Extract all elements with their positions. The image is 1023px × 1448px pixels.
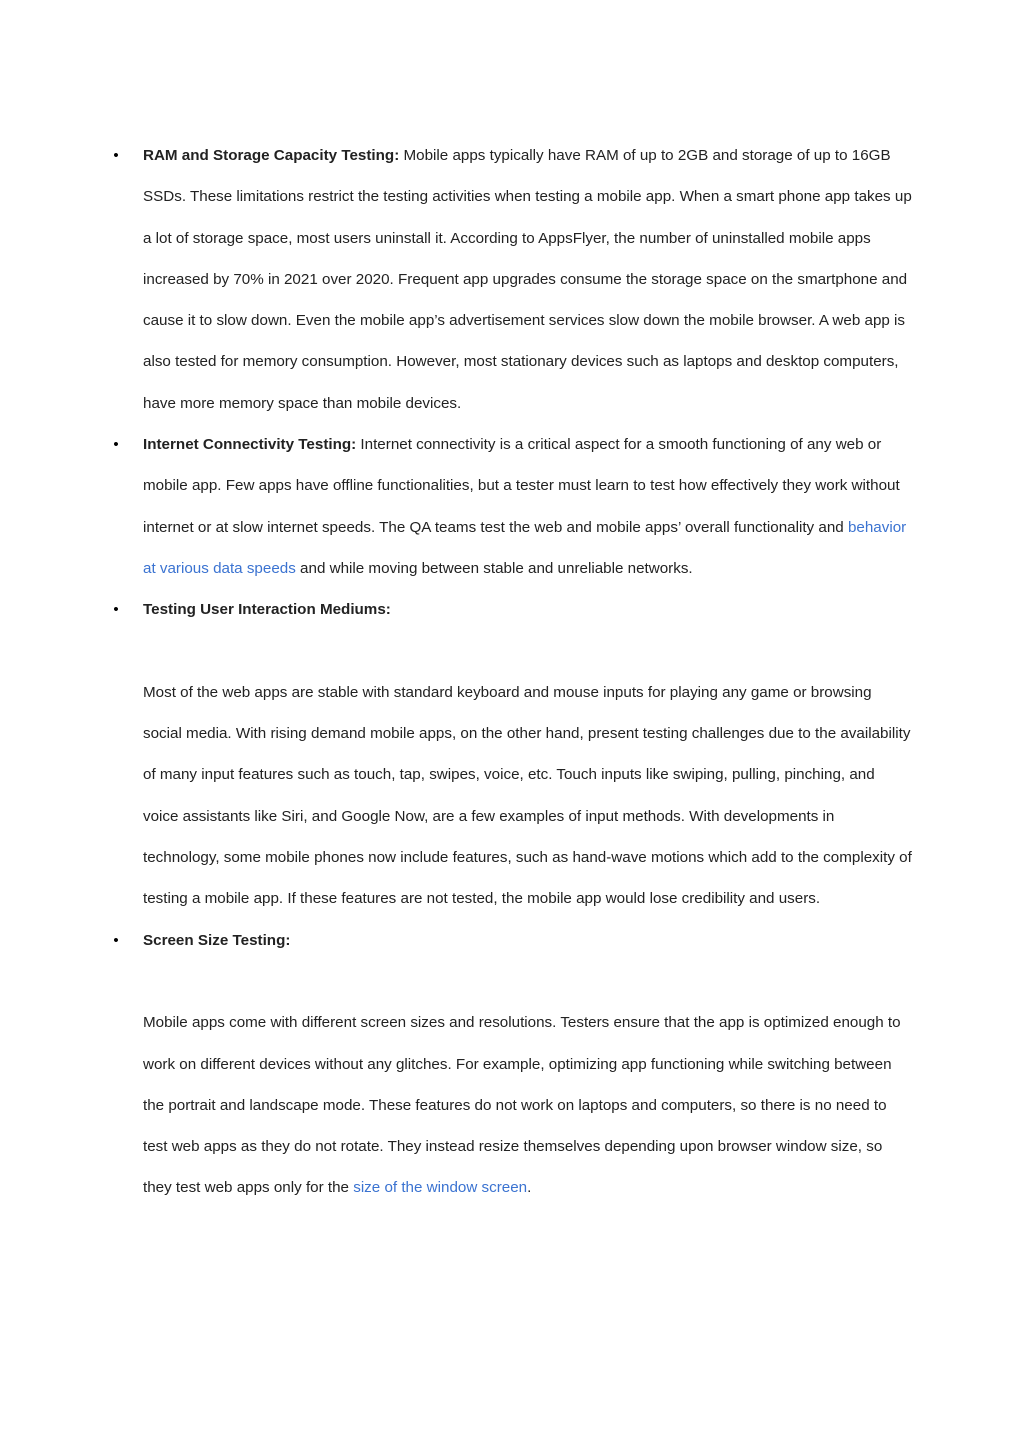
user-interaction-paragraph: Most of the web apps are stable with standard keyboard and mouse inputs for playing any game or browsing social media. With rising demand mobile apps, on the other hand, present testing challenges due to the availability of many input features such as touch, tap, swipes, voice, etc. Touch inputs like swiping, pulling, pinching, and voice assistants like Siri, and Google Now, are a few examples of input methods. With developments in technology, some mobile phones now include features, such as hand-wave motions which add to the complexity of testing a mobile app. If these features are not tested, the mobile app would lose credibility and users.: [143, 683, 912, 908]
bullet-marker: •: [113, 601, 119, 619]
bullet-internet-connectivity: [113, 424, 913, 589]
ram-storage-heading: RAM and Storage Capacity Testing:: [143, 147, 400, 164]
paragraph-spacer: [143, 631, 913, 672]
bullet-marker: •: [113, 147, 119, 164]
screen-size-paragraph: [143, 1002, 913, 1208]
window-screen-link[interactable]: size of the window screen: [353, 1179, 528, 1197]
bullet-ram-storage: [113, 135, 913, 424]
user-interaction-heading: Testing User Interaction Mediums:: [143, 601, 391, 619]
ram-storage-body: Mobile apps typically have RAM of up to 2GB and storage of up to 16GB SSDs. These limitations restrict the testing activities when testing a mobile app. When a smart phone app takes up a lot of storage space, most users uninstall it. According to AppsFlyer, the number of uninstalled mobile apps increased by 70% in 2021 over 2020. Frequent app upgrades consume the storage space on the smartphone and cause it to slow down. Even the mobile app’s advertisement services slow down the mobile browser. A web app is also tested for memory consumption. However, most stationary devices such as laptops and desktop computers, have more memory space than mobile devices.: [143, 147, 912, 412]
document-content: [113, 135, 913, 1209]
screen-size-paragraph-text: Mobile apps come with different screen sizes and resolutions. Testers ensure that the app is optimized enough to work on different devices without any glitches. For example, optimizing app functioning while switching between the portrait and landscape mode. These features do not work on laptops and computers, so there is no need to test web apps as they do not rotate. They instead resize themselves depending upon browser window size, so they test web apps only for the: [143, 1014, 901, 1197]
screen-size-heading: Screen Size Testing:: [143, 931, 291, 949]
bullet-marker: •: [113, 436, 119, 454]
data-speeds-link[interactable]: behavior at various data speeds: [143, 518, 907, 577]
internet-connectivity-body: Internet connectivity is a critical aspect for a smooth functioning of any web or mobile app. Few apps have offline functionalities, but a tester must learn to test how effectively they work without internet or at slow internet speeds. The QA teams test the web and mobile apps’ overall functionality and: [143, 436, 900, 536]
bullet-marker: •: [113, 931, 119, 949]
bullet-screen-size: [113, 920, 913, 961]
internet-connectivity-body-end: and while moving between stable and unreliable networks.: [295, 559, 693, 577]
bullet-user-interaction: [113, 589, 913, 630]
paragraph-spacer: [143, 961, 913, 1002]
screen-size-paragraph-end: .: [527, 1179, 532, 1197]
internet-connectivity-heading: Internet Connectivity Testing:: [143, 436, 357, 454]
